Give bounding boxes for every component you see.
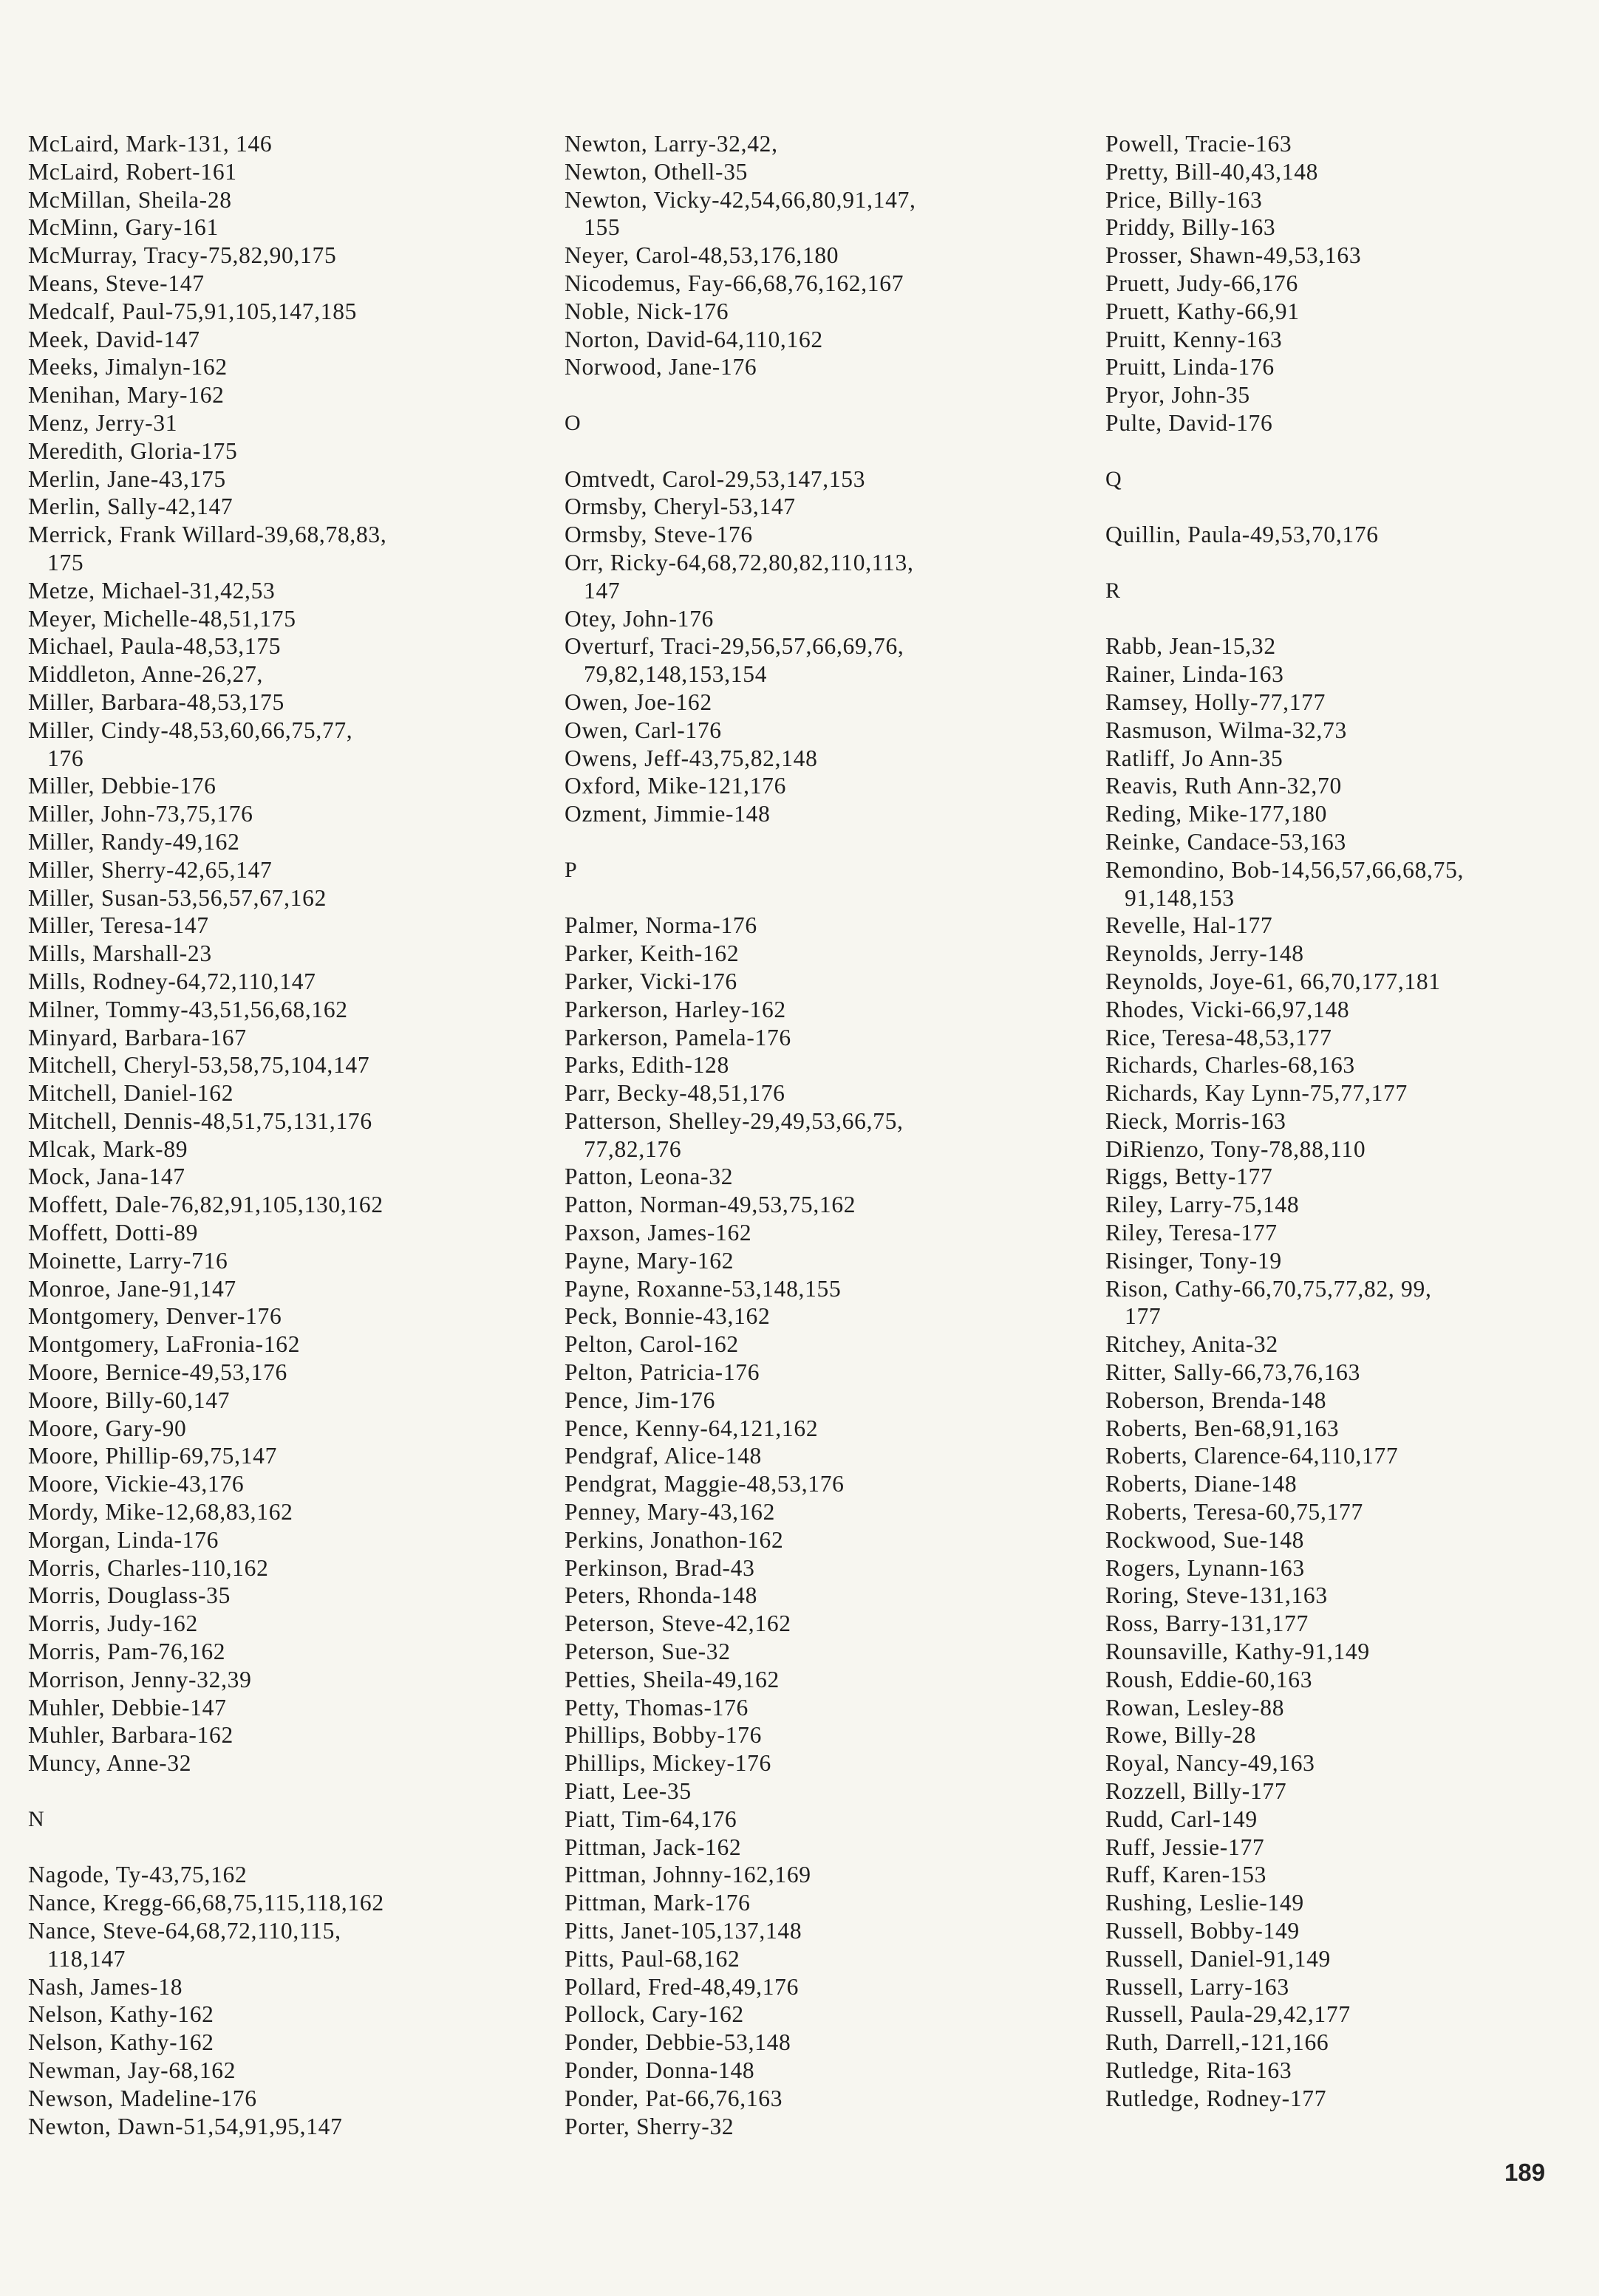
index-entry: Moore, Gary-90	[28, 1415, 187, 1441]
section-spacer	[1105, 605, 1596, 633]
index-entry: Riggs, Betty-177	[1105, 1164, 1273, 1190]
index-entry: Russell, Daniel-91,149	[1105, 1945, 1331, 1972]
index-entry: Penney, Mary-43,162	[565, 1499, 776, 1525]
index-entry: McLaird, Robert-161	[28, 158, 237, 185]
page-number: 189	[1504, 2159, 1546, 2186]
index-entry: Peck, Bonnie-43,162	[565, 1303, 771, 1330]
index-entry: Morris, Charles-110,162	[28, 1554, 269, 1581]
index-entry: Rhodes, Vicki-66,97,148	[1105, 996, 1350, 1022]
index-entry: Meyer, Michelle-48,51,175	[28, 605, 296, 632]
index-entry: McLaird, Mark-131, 146	[28, 131, 273, 157]
index-entry: Pollard, Fred-48,49,176	[565, 1973, 800, 2000]
index-entry: Pendgraf, Alice-148	[565, 1443, 762, 1469]
index-entry: Merlin, Sally-42,147	[28, 493, 233, 520]
index-entry: Miller, Randy-49,162	[28, 828, 240, 855]
index-entry: Meeks, Jimalyn-162	[28, 354, 228, 380]
index-entry: Ruth, Darrell,-121,166	[1105, 2029, 1329, 2056]
index-entry: Patterson, Shelley-29,49,53,66,75,	[565, 1107, 904, 1134]
index-entry: Riley, Larry-75,148	[1105, 1192, 1300, 1218]
index-entry: Newson, Madeline-176	[28, 2085, 257, 2111]
index-entry: Ratliff, Jo Ann-35	[1105, 745, 1283, 771]
index-entry-continuation: 118,147	[47, 1945, 126, 1972]
index-entry-continuation: 175	[47, 549, 84, 575]
index-entry: Parker, Keith-162	[565, 940, 740, 967]
index-entry: Parkerson, Pamela-176	[565, 1024, 791, 1050]
index-entry: Payne, Mary-162	[565, 1247, 734, 1274]
index-entry: Royal, Nancy-49,163	[1105, 1750, 1315, 1777]
index-entry: Petties, Sheila-49,162	[565, 1666, 780, 1692]
index-entry: Moffett, Dale-76,82,91,105,130,162	[28, 1192, 383, 1218]
index-entry-continuation: 91,148,153	[1125, 884, 1235, 911]
index-entry: Rainer, Linda-163	[1105, 661, 1284, 688]
index-entry: Pitts, Janet-105,137,148	[565, 1918, 802, 1944]
index-entry: Piatt, Lee-35	[565, 1778, 692, 1805]
index-entry: Morgan, Linda-176	[28, 1526, 219, 1553]
index-entry: Rutledge, Rodney-177	[1105, 2085, 1327, 2111]
index-entry: Orr, Ricky-64,68,72,80,82,110,113,	[565, 549, 914, 575]
index-entry: Owen, Carl-176	[565, 717, 722, 743]
index-entry: Parr, Becky-48,51,176	[565, 1080, 785, 1107]
index-entry: Pendgrat, Maggie-48,53,176	[565, 1471, 845, 1497]
index-entry: Pelton, Patricia-176	[565, 1359, 760, 1386]
index-entry: Minyard, Barbara-167	[28, 1024, 247, 1050]
index-entry: Pulte, David-176	[1105, 409, 1273, 436]
section-letter-heading: R	[1105, 578, 1121, 603]
index-entry: Pittman, Mark-176	[565, 1890, 751, 1916]
index-entry: Moore, Vickie-43,176	[28, 1471, 245, 1497]
index-entry: Monroe, Jane-91,147	[28, 1275, 236, 1302]
index-entry-continuation: 155	[584, 214, 621, 241]
index-entry: Noble, Nick-176	[565, 298, 729, 324]
section-spacer	[565, 381, 1074, 409]
index-entry: Mlcak, Mark-89	[28, 1135, 188, 1162]
index-entry: Quillin, Paula-49,53,70,176	[1105, 522, 1379, 548]
section-letter-heading: P	[565, 857, 578, 882]
index-entry: Pretty, Bill-40,43,148	[1105, 158, 1319, 185]
index-entry: Miller, Debbie-176	[28, 773, 217, 799]
index-entry: Rounsaville, Kathy-91,149	[1105, 1639, 1370, 1665]
section-letter-heading: Q	[1105, 466, 1122, 491]
section-spacer	[565, 828, 1074, 856]
index-entry: Nance, Kregg-66,68,75,115,118,162	[28, 1890, 384, 1916]
index-entry: Rogers, Lynann-163	[1105, 1554, 1305, 1581]
index-entry: Mock, Jana-147	[28, 1164, 185, 1190]
index-entry: Milner, Tommy-43,51,56,68,162	[28, 996, 348, 1022]
index-entry: Priddy, Billy-163	[1105, 214, 1276, 241]
index-entry: Prosser, Shawn-49,53,163	[1105, 242, 1362, 269]
index-entry-continuation: 176	[47, 745, 84, 771]
index-column-1	[28, 130, 538, 2140]
index-entry: Ritter, Sally-66,73,76,163	[1105, 1359, 1361, 1386]
index-entry-continuation: 77,82,176	[584, 1135, 682, 1162]
index-entry: Nicodemus, Fay-66,68,76,162,167	[565, 270, 904, 296]
index-entry: Ponder, Donna-148	[565, 2057, 755, 2083]
index-entry: Pence, Kenny-64,121,162	[565, 1415, 819, 1441]
index-entry: Mitchell, Cheryl-53,58,75,104,147	[28, 1052, 370, 1079]
index-entry: Roush, Eddie-60,163	[1105, 1666, 1313, 1692]
index-entry: McMillan, Sheila-28	[28, 186, 232, 213]
index-entry: Roberts, Diane-148	[1105, 1471, 1298, 1497]
index-entry: Pruett, Judy-66,176	[1105, 270, 1298, 296]
section-spacer	[28, 1777, 538, 1805]
index-entry: Oxford, Mike-121,176	[565, 773, 787, 799]
index-entry: Omtvedt, Carol-29,53,147,153	[565, 465, 866, 492]
index-entry: Ormsby, Steve-176	[565, 522, 753, 548]
index-entry: Nelson, Kathy-162	[28, 2001, 214, 2028]
index-entry: Rowe, Billy-28	[1105, 1722, 1257, 1749]
index-entry: Metze, Michael-31,42,53	[28, 577, 276, 604]
index-entry: Phillips, Bobby-176	[565, 1722, 763, 1749]
index-entry: Nash, James-18	[28, 1973, 183, 2000]
index-entry: Ritchey, Anita-32	[1105, 1331, 1278, 1358]
index-entry: Roring, Steve-131,163	[1105, 1582, 1328, 1609]
index-entry: Norton, David-64,110,162	[565, 326, 823, 352]
index-entry-continuation: 79,82,148,153,154	[584, 661, 768, 688]
index-entry: Merrick, Frank Willard-39,68,78,83,	[28, 522, 387, 548]
index-entry: Reding, Mike-177,180	[1105, 801, 1328, 827]
index-entry: Meredith, Gloria-175	[28, 437, 238, 464]
index-column-3	[1105, 130, 1596, 2113]
index-entry: Riley, Teresa-177	[1105, 1220, 1278, 1246]
index-entry: Rice, Teresa-48,53,177	[1105, 1024, 1332, 1050]
index-entry: Peterson, Sue-32	[565, 1639, 731, 1665]
section-letter-heading: O	[565, 410, 582, 435]
index-entry-continuation: 147	[584, 577, 621, 604]
index-entry: Owens, Jeff-43,75,82,148	[565, 745, 818, 771]
index-entry: Rockwood, Sue-148	[1105, 1526, 1305, 1553]
index-entry: Perkins, Jonathon-162	[565, 1526, 784, 1553]
index-entry: Reinke, Candace-53,163	[1105, 828, 1346, 855]
index-entry: Pence, Jim-176	[565, 1387, 716, 1413]
index-entry: Ormsby, Cheryl-53,147	[565, 493, 796, 520]
index-entry: Roberts, Teresa-60,75,177	[1105, 1499, 1363, 1525]
index-entry: Newman, Jay-68,162	[28, 2057, 236, 2083]
index-entry: Remondino, Bob-14,56,57,66,68,75,	[1105, 856, 1465, 883]
index-entry: Menihan, Mary-162	[28, 382, 225, 409]
index-entry: Rieck, Morris-163	[1105, 1107, 1286, 1134]
index-entry: Owen, Joe-162	[565, 689, 712, 715]
index-entry: McMurray, Tracy-75,82,90,175	[28, 242, 337, 269]
index-entry: Payne, Roxanne-53,148,155	[565, 1275, 842, 1302]
index-entry: Parker, Vicki-176	[565, 968, 737, 994]
index-entry: Michael, Paula-48,53,175	[28, 633, 282, 660]
index-entry: Medcalf, Paul-75,91,105,147,185	[28, 298, 358, 324]
index-entry: Price, Billy-163	[1105, 186, 1263, 213]
index-entry: Patton, Leona-32	[565, 1164, 734, 1190]
index-entry: Rozzell, Billy-177	[1105, 1778, 1287, 1805]
index-entry: Piatt, Tim-64,176	[565, 1805, 737, 1832]
index-entry: Pruett, Kathy-66,91	[1105, 298, 1300, 324]
index-entry: Pitts, Paul-68,162	[565, 1945, 740, 1972]
section-spacer	[28, 1834, 538, 1862]
index-entry-continuation: 177	[1125, 1303, 1162, 1330]
index-entry: Montgomery, Denver-176	[28, 1303, 282, 1330]
index-entry: Pittman, Johnny-162,169	[565, 1862, 811, 1888]
index-entry: Neyer, Carol-48,53,176,180	[565, 242, 839, 269]
index-entry: Pelton, Carol-162	[565, 1331, 739, 1358]
index-entry: Ponder, Pat-66,76,163	[565, 2085, 783, 2111]
index-entry: Parks, Edith-128	[565, 1052, 729, 1079]
index-entry: Rutledge, Rita-163	[1105, 2057, 1292, 2083]
index-entry: Newton, Vicky-42,54,66,80,91,147,	[565, 186, 916, 213]
index-entry: Pryor, John-35	[1105, 382, 1250, 409]
index-entry: Mordy, Mike-12,68,83,162	[28, 1499, 293, 1525]
index-entry: Moffett, Dotti-89	[28, 1220, 199, 1246]
index-entry: Ruff, Jessie-177	[1105, 1834, 1265, 1860]
index-entry: Means, Steve-147	[28, 270, 205, 296]
index-entry: Moinette, Larry-716	[28, 1247, 228, 1274]
index-entry: Otey, John-176	[565, 605, 714, 632]
index-entry: Petty, Thomas-176	[565, 1694, 749, 1721]
index-entry: Russell, Larry-163	[1105, 1973, 1289, 2000]
index-entry: Montgomery, LaFronia-162	[28, 1331, 301, 1358]
index-entry: Peters, Rhonda-148	[565, 1582, 758, 1609]
index-entry: Nelson, Kathy-162	[28, 2029, 214, 2056]
index-entry: Moore, Billy-60,147	[28, 1387, 231, 1413]
index-entry: Reynolds, Jerry-148	[1105, 940, 1304, 967]
index-entry: Pittman, Jack-162	[565, 1834, 742, 1860]
index-entry: Ross, Barry-131,177	[1105, 1610, 1309, 1637]
section-spacer	[1105, 493, 1596, 521]
index-entry: Mitchell, Daniel-162	[28, 1080, 234, 1107]
index-entry: Peterson, Steve-42,162	[565, 1610, 791, 1637]
index-entry: Moore, Bernice-49,53,176	[28, 1359, 287, 1386]
index-entry: Nagode, Ty-43,75,162	[28, 1862, 248, 1888]
index-entry: Rushing, Leslie-149	[1105, 1890, 1304, 1916]
index-entry: Nance, Steve-64,68,72,110,115,	[28, 1918, 341, 1944]
index-entry: Morris, Pam-76,162	[28, 1639, 226, 1665]
index-entry: Mills, Rodney-64,72,110,147	[28, 968, 316, 994]
index-column-2	[565, 130, 1074, 2140]
index-entry: Newton, Othell-35	[565, 158, 749, 185]
index-entry: Pruitt, Linda-176	[1105, 354, 1275, 380]
index-entry: Roberson, Brenda-148	[1105, 1387, 1327, 1413]
index-entry: Overturf, Traci-29,56,57,66,69,76,	[565, 633, 904, 660]
index-entry: Rowan, Lesley-88	[1105, 1694, 1285, 1721]
index-entry: Miller, Cindy-48,53,60,66,75,77,	[28, 717, 353, 743]
index-entry: Menz, Jerry-31	[28, 409, 178, 436]
index-entry: Muhler, Barbara-162	[28, 1722, 233, 1749]
index-entry: Moore, Phillip-69,75,147	[28, 1443, 278, 1469]
index-entry: Pruitt, Kenny-163	[1105, 326, 1283, 352]
index-entry: Revelle, Hal-177	[1105, 912, 1273, 939]
index-entry: Ruff, Karen-153	[1105, 1862, 1267, 1888]
index-entry: Powell, Tracie-163	[1105, 131, 1292, 157]
index-entry: Paxson, James-162	[565, 1220, 752, 1246]
index-entry: Rasmuson, Wilma-32,73	[1105, 717, 1347, 743]
index-entry: Miller, Teresa-147	[28, 912, 209, 939]
index-entry: Miller, Susan-53,56,57,67,162	[28, 884, 327, 911]
index-entry: Miller, John-73,75,176	[28, 801, 253, 827]
index-entry: Reynolds, Joye-61, 66,70,177,181	[1105, 968, 1441, 994]
index-entry: Morris, Judy-162	[28, 1610, 198, 1637]
index-entry: Miller, Barbara-48,53,175	[28, 689, 284, 715]
index-entry: Parkerson, Harley-162	[565, 996, 786, 1022]
index-entry: Phillips, Mickey-176	[565, 1750, 771, 1777]
index-entry: Ramsey, Holly-77,177	[1105, 689, 1326, 715]
index-entry: Miller, Sherry-42,65,147	[28, 856, 273, 883]
index-entry: Reavis, Ruth Ann-32,70	[1105, 773, 1342, 799]
index-entry: Patton, Norman-49,53,75,162	[565, 1192, 856, 1218]
index-entry: Richards, Kay Lynn-75,77,177	[1105, 1080, 1408, 1107]
index-entry: Ponder, Debbie-53,148	[565, 2029, 791, 2056]
section-spacer	[1105, 437, 1596, 465]
index-entry: Roberts, Clarence-64,110,177	[1105, 1443, 1399, 1469]
index-entry: Meek, David-147	[28, 326, 200, 352]
index-entry: Perkinson, Brad-43	[565, 1554, 755, 1581]
index-entry: Muhler, Debbie-147	[28, 1694, 227, 1721]
index-entry: Porter, Sherry-32	[565, 2113, 734, 2139]
index-entry: Russell, Paula-29,42,177	[1105, 2001, 1351, 2028]
index-entry: Risinger, Tony-19	[1105, 1247, 1282, 1274]
index-entry: Russell, Bobby-149	[1105, 1918, 1300, 1944]
index-entry: Morrison, Jenny-32,39	[28, 1666, 252, 1692]
index-entry: Rabb, Jean-15,32	[1105, 633, 1276, 660]
index-entry: Roberts, Ben-68,91,163	[1105, 1415, 1340, 1441]
index-entry: McMinn, Gary-161	[28, 214, 219, 241]
section-spacer	[1105, 549, 1596, 577]
section-letter-heading: N	[28, 1806, 45, 1831]
index-entry: Rudd, Carl-149	[1105, 1805, 1258, 1832]
index-entry: Newton, Dawn-51,54,91,95,147	[28, 2113, 343, 2139]
index-entry: Middleton, Anne-26,27,	[28, 661, 264, 688]
section-spacer	[565, 437, 1074, 465]
index-entry: Morris, Douglass-35	[28, 1582, 231, 1609]
index-entry: Merlin, Jane-43,175	[28, 465, 226, 492]
index-entry: Richards, Charles-68,163	[1105, 1052, 1355, 1079]
index-entry: Palmer, Norma-176	[565, 912, 757, 939]
index-entry: Pollock, Cary-162	[565, 2001, 744, 2028]
index-entry: Ozment, Jimmie-148	[565, 801, 771, 827]
index-entry: DiRienzo, Tony-78,88,110	[1105, 1135, 1366, 1162]
index-entry: Mills, Marshall-23	[28, 940, 212, 967]
index-entry: Newton, Larry-32,42,	[565, 131, 778, 157]
index-entry: Mitchell, Dennis-48,51,75,131,176	[28, 1107, 372, 1134]
index-entry: Muncy, Anne-32	[28, 1750, 192, 1777]
index-entry: Rison, Cathy-66,70,75,77,82, 99,	[1105, 1275, 1432, 1302]
section-spacer	[565, 884, 1074, 912]
index-entry: Norwood, Jane-176	[565, 354, 757, 380]
